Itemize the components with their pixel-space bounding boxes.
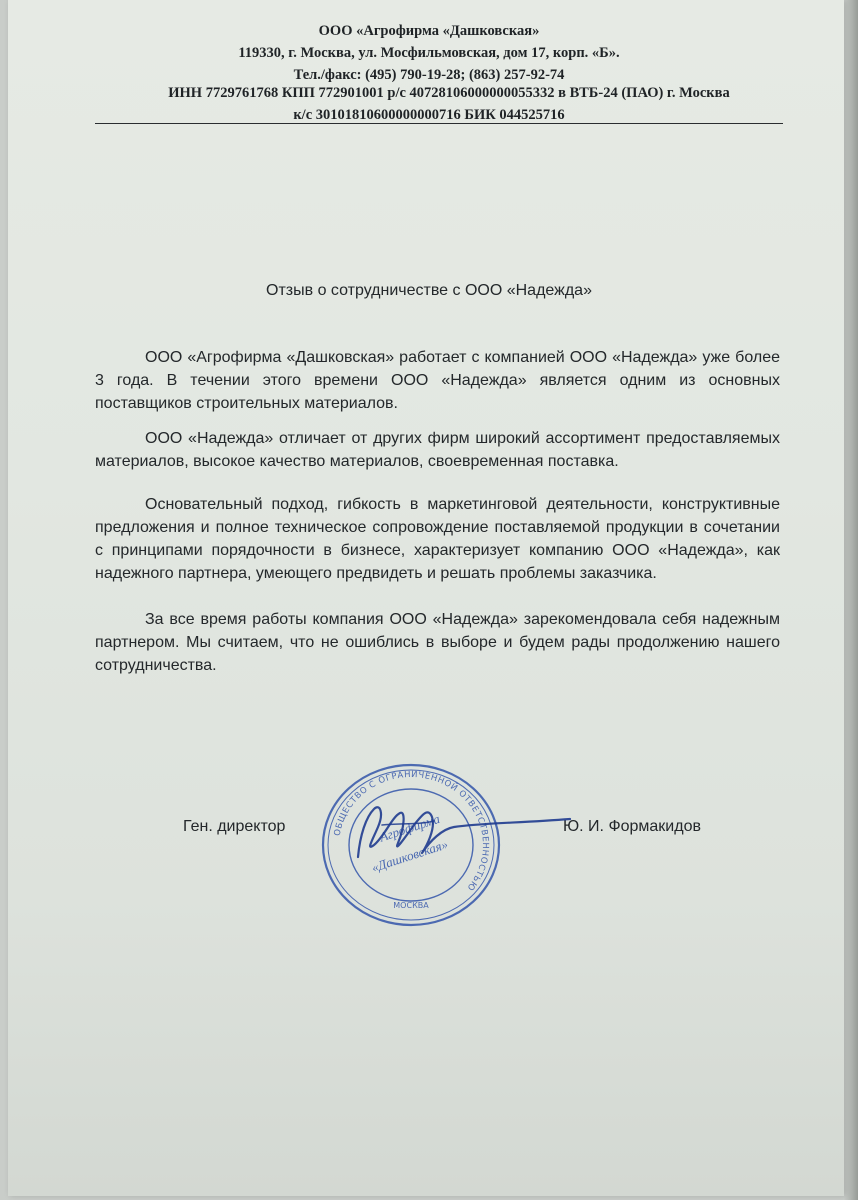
document-title: Отзыв о сотрудничестве с ООО «Надежда»	[266, 282, 592, 299]
paragraph-3: Основательный подход, гибкость в маркетинговой деятельности, конструктивные предложения и полное техническое сопровождение поставляемой продукции в сочетании с принципами порядочности в бизнесе, характеризует компанию ООО «Надежда», как надежного партнера, умеющего предвидеть и решать проблемы заказчика.	[95, 496, 780, 582]
letterhead-company: ООО «Агрофирма «Дашковская»	[318, 23, 540, 39]
paragraph-2: ООО «Надежда» отличает от других фирм широкий ассортимент предоставляемых материалов, высокое качество материалов, своевременная поставка.	[95, 430, 780, 470]
seal-center-line-2: «Дашковская»	[369, 836, 450, 876]
letterhead-correspondent-account: к/с 30101810600000000716 БИК 044525716	[293, 107, 565, 123]
letterhead-bank-details: ИНН 7729761768 КПП 772901001 р/с 40728106000000055332 в ВТБ-24 (ПАО) г. Москва	[168, 85, 730, 101]
handwritten-signature	[330, 795, 590, 875]
letterhead-divider	[95, 123, 783, 124]
page-edge-shadow	[844, 0, 858, 1200]
paragraph-1: ООО «Агрофирма «Дашковская» работает с компанией ООО «Надежда» уже более 3 года. В течении этого времени ООО «Надежда» является одним из основных поставщиков строительных материалов.	[95, 349, 780, 412]
signatory-name: Ю. И. Формакидов	[563, 818, 701, 835]
seal-city: МОСКВА	[393, 901, 429, 910]
signatory-position: Ген. директор	[183, 818, 286, 835]
letterhead-phones: Тел./факс: (495) 790-19-28; (863) 257-92-74	[293, 67, 565, 83]
seal-ring-text: ОБЩЕСТВО С ОГРАНИЧЕННОЙ ОТВЕТСТВЕННОСТЬЮ	[332, 769, 491, 893]
paragraph-4: За все время работы компания ООО «Надежда» зарекомендовала себя надежным партнером. Мы считаем, что не ошиблись в выборе и будем рады продолжению нашего сотрудничества.	[95, 611, 780, 674]
letterhead-address: 119330, г. Москва, ул. Мосфильмовская, дом 17, корп. «Б».	[238, 45, 620, 61]
paper-sheet	[8, 0, 844, 1196]
seal-center-line-1: Агрофирма	[377, 810, 442, 845]
